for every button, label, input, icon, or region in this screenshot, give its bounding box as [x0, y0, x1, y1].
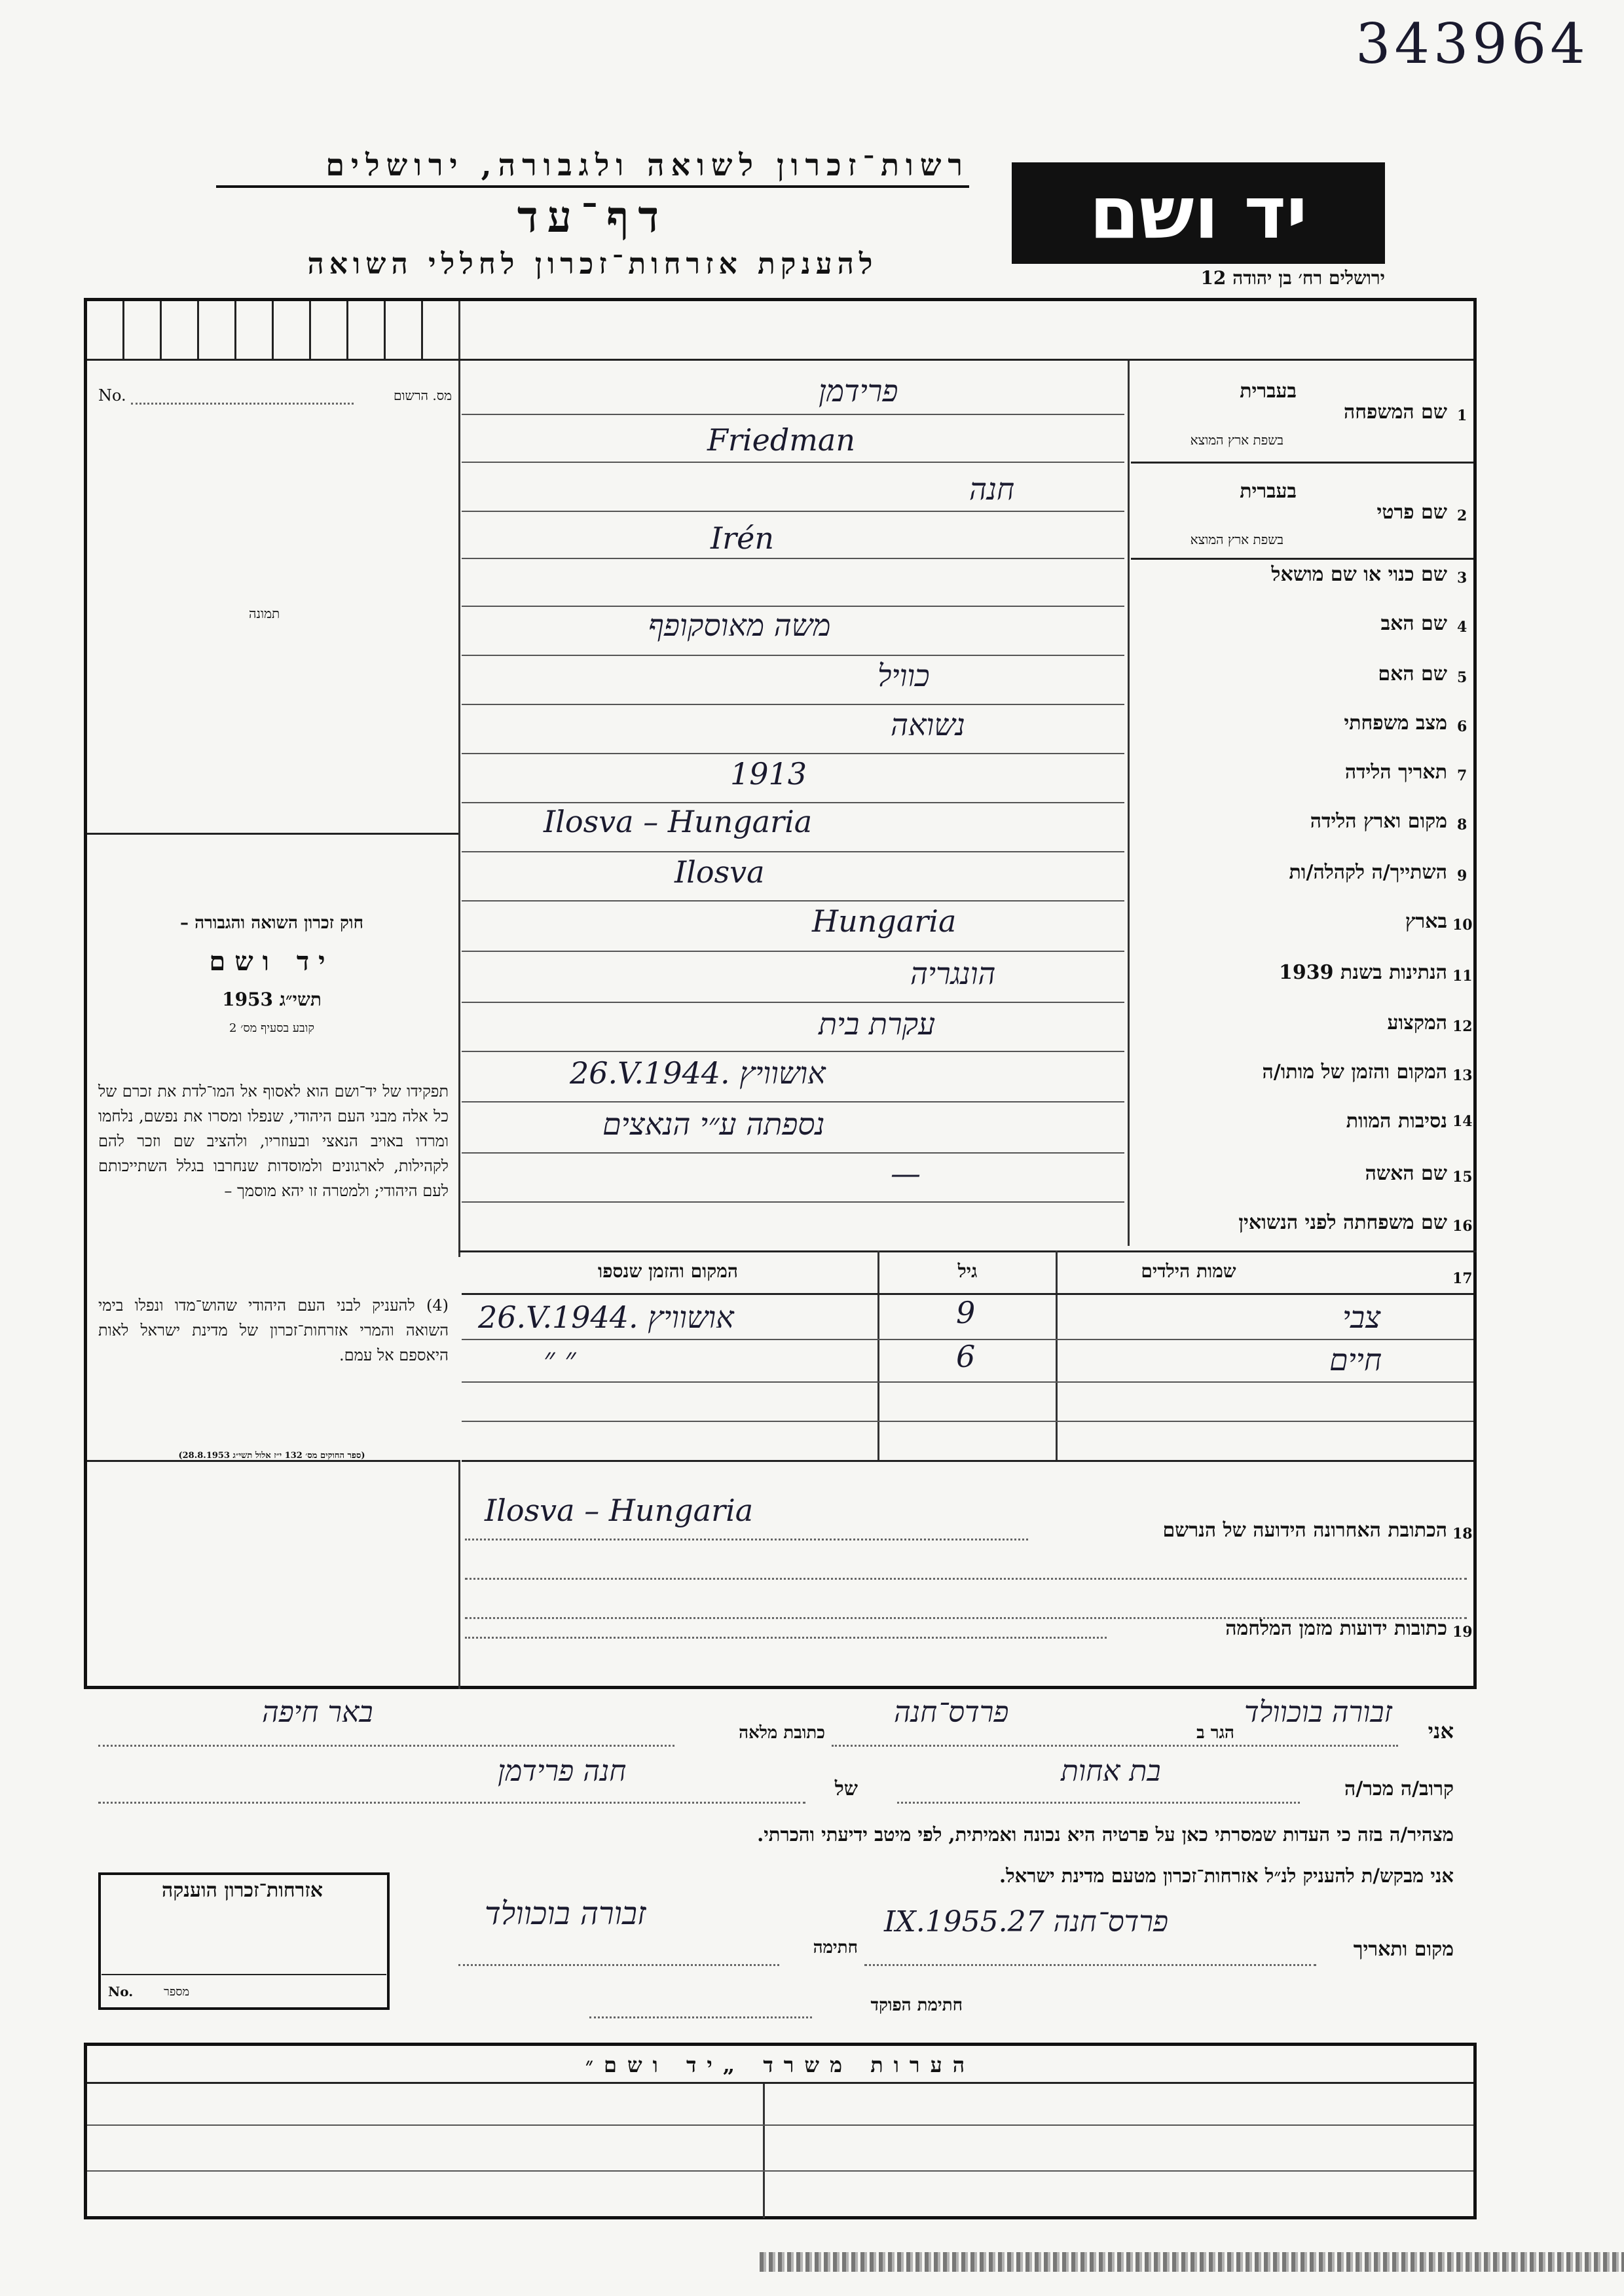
law-year: תשי״ג 1953 [222, 989, 322, 1010]
field-19-num: 19 [1452, 1624, 1473, 1641]
country: Hungaria [812, 903, 957, 939]
citizenship-no-label: No. [108, 1984, 134, 1999]
no-label: No. [98, 386, 126, 405]
field-5-num: 5 [1457, 669, 1467, 686]
field-11-label: הנתינות בשנת 1939 [1278, 961, 1447, 984]
law-heading: חוק זכרון השואה והגבורה – [180, 913, 363, 933]
marital-status: נשואה [891, 707, 965, 742]
field-18-num: 18 [1452, 1525, 1473, 1542]
field-7-num: 7 [1457, 767, 1467, 784]
reg-label: מס. הרשום [393, 388, 452, 403]
field-11-num: 11 [1452, 968, 1473, 985]
field-2-sub-hebrew: בעברית [1240, 480, 1297, 503]
children-names-header: שמות הילדים [1141, 1260, 1236, 1282]
field-16-label: שם משפחתה לפני הנשואין [1238, 1211, 1447, 1234]
remarks-title: הערות משרד „יד ושם״ [585, 2052, 976, 2077]
field-10-num: 10 [1452, 917, 1473, 934]
field-13-num: 13 [1452, 1067, 1473, 1084]
field-6-label: מצב משפחתי [1344, 712, 1447, 735]
birth-date: 1913 [730, 756, 807, 792]
form-title: דף־עד [517, 191, 669, 242]
field-15-num: 15 [1452, 1169, 1473, 1186]
field-1-num: 1 [1457, 407, 1467, 424]
form-subtitle: להענקת אזרחות־זכרון לחללי השואה [307, 247, 878, 281]
child-2-name: חיים [1329, 1342, 1382, 1377]
of-value: חנה פרידמן [498, 1755, 627, 1788]
field-3-num: 3 [1457, 570, 1467, 587]
law-text-2: (4) להעניק לבני העם היהודי שהוש־מדו ונפלו בימי השואה והמרי אזרחות־זכרון של מדינת ישראל לאות היאספם אל עמם. [98, 1296, 449, 1364]
archive-number: 343964 [1356, 12, 1589, 76]
authority-name: רשות־זכרון לשואה ולגבורה, ירושלים [216, 147, 969, 188]
field-12-num: 12 [1452, 1018, 1473, 1035]
place-date-value: פרדס־חנה 27.IX.1955 [884, 1905, 1169, 1939]
field-10-label: בארץ [1405, 910, 1447, 933]
citizenship-mispar: מספר [164, 1985, 190, 1999]
field-6-num: 6 [1457, 718, 1467, 735]
field-3-label: שם כנוי או שם מושאל [1271, 563, 1447, 586]
family-name-hebrew: פרידמן [819, 373, 898, 409]
children-age-header: גיל [957, 1260, 978, 1282]
place-date-label: מקום ותאריך [1353, 1938, 1454, 1961]
field-1-sub-hebrew: בעברית [1240, 380, 1297, 403]
photo-label: תמונה [249, 606, 280, 621]
field-12-label: המקצוע [1387, 1011, 1447, 1034]
field-18-label: הכתובת האחרונה הידועה של הנרשם [1162, 1519, 1447, 1542]
child-1-age: 9 [956, 1295, 976, 1330]
field-8-label: מקום וארץ הלידה [1310, 810, 1447, 833]
resides-value: פרדס־חנה [894, 1696, 1009, 1729]
declaration-ani: אני [1428, 1719, 1454, 1743]
field-13-label: המקום והזמן של מותו/ה [1262, 1061, 1447, 1084]
profession: עקרת בית [819, 1006, 936, 1042]
address-line: ירושלים רח׳ בן יהודה 12 [1200, 267, 1385, 289]
torn-edge [760, 2252, 1624, 2272]
community: Ilosva [674, 854, 765, 890]
statement-2: אני מבקש/ת להעניק לנ״ל אזרחות־זכרון מטעם מדינת ישראל. [999, 1865, 1454, 1887]
first-name-origin: Irén [710, 520, 775, 556]
signature-value: זבורה בוכוולד [485, 1895, 646, 1932]
law-text-1: תפקידו של יד־ושם הוא לאסוף אל המו־לדת את זכרם של כל אלה מבני העם היהודי, שנפלו ומסרו את נפשם, נלחמו ומרדו באויב הנאצי ובעוזריו, ולהציב שם וזכר להם לקהילות, לארגונים ולמוסדות שנחרבו בגלל השתייכותם לעם היהודי; ולמטרה זו יהא מוסמך – [98, 1082, 449, 1200]
field-14-label: נסיבות המוות [1346, 1110, 1447, 1133]
field-8-num: 8 [1457, 816, 1467, 833]
death-place-time: 26.V.1944. אושוויץ [570, 1055, 826, 1091]
field-2-num: 2 [1457, 507, 1467, 524]
field-4-num: 4 [1457, 619, 1467, 636]
officer-label: חתימת הפוקד [870, 1995, 963, 2015]
field-9-num: 9 [1457, 867, 1467, 884]
field-19-label: כתובות ידועות מזמן המלחמה [1225, 1617, 1447, 1640]
law-clause: קובע בסעיף מס׳ 2 [229, 1021, 314, 1035]
field-4-label: שם האב [1380, 612, 1447, 635]
field-1-sub-origin: בשפת ארץ המוצא [1190, 432, 1283, 448]
law-source: (ספר החוקים מס׳ 132 י״ז אלול תשי״ג 28.8.1953) [178, 1451, 365, 1461]
field-14-num: 14 [1452, 1113, 1473, 1130]
signature-label: חתימה [813, 1938, 858, 1958]
yad-vashem-logo: יד ושם [1012, 162, 1385, 264]
field-16-num: 16 [1452, 1218, 1473, 1235]
death-circumstances: נספתה ע״י הנאצים [602, 1106, 825, 1142]
field-9-label: השתייך/ה לקהלה/ות [1289, 861, 1447, 884]
last-address: Ilosva – Hungaria [485, 1493, 754, 1528]
father-name: משה מאוסקופף [648, 608, 831, 643]
first-name-hebrew: חנה [969, 471, 1015, 507]
of-label: של [834, 1777, 858, 1800]
field-2-label: שם פרטי [1376, 501, 1447, 524]
children-place-header: המקום והזמן שנספו [598, 1260, 738, 1282]
resides-label: הגר ב [1196, 1723, 1234, 1743]
citizenship-box-title: אזרחות־זכרון הוענקה [161, 1879, 323, 1902]
field-15-label: שם האשה [1365, 1162, 1447, 1185]
child-2-age: 6 [956, 1339, 976, 1374]
field-1-label: שם המשפחה [1343, 401, 1447, 424]
address-value: באר חיפה [262, 1696, 373, 1729]
relation-label: קרוב/ה מכר/ה [1344, 1777, 1454, 1800]
child-2-place-time: ״ ״ [544, 1341, 576, 1376]
statement-1: מצהיר/ה בזה כי העדות שמסרתי כאן על פרטיה היא נכונה ואמיתית, לפי מיטב ידיעתי והכרתי. [757, 1823, 1454, 1846]
field-17-num: 17 [1452, 1270, 1473, 1287]
address-label: כתובת מלאה [739, 1723, 825, 1743]
birth-place: Ilosva – Hungaria [544, 804, 813, 839]
relation-value: בת אחות [1061, 1755, 1161, 1788]
law-title: יד ושם [209, 946, 335, 977]
wife-name: — [891, 1156, 921, 1191]
field-5-label: שם האם [1378, 663, 1447, 685]
declarant-name: זבורה בוכוולד [1244, 1696, 1392, 1729]
field-2-sub-origin: בשפת ארץ המוצא [1190, 532, 1283, 547]
child-1-place-time: 26.V.1944. אושוויץ [478, 1300, 734, 1335]
family-name-origin: Friedman [707, 422, 855, 458]
field-7-label: תאריך הלידה [1344, 761, 1447, 784]
citizenship-1939: הונגריה [910, 956, 996, 991]
number-grid [87, 301, 458, 359]
mother-name: כוויל [877, 658, 930, 693]
child-1-name: צבי [1342, 1300, 1381, 1335]
